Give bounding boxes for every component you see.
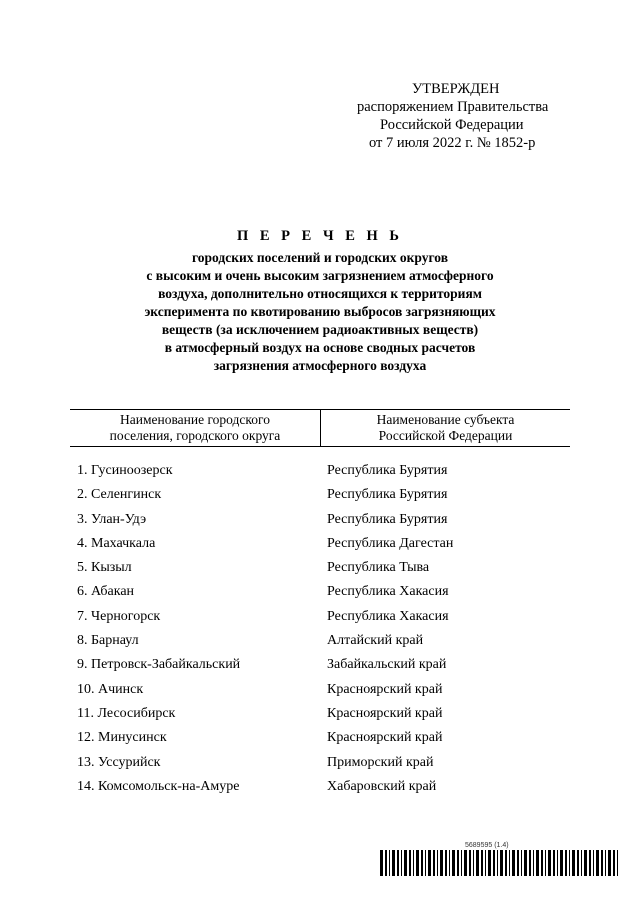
cell-city: 1. Гусиноозерск (77, 463, 173, 478)
table-row (70, 535, 570, 559)
table-row (70, 462, 570, 486)
cell-city: 13. Уссурийск (77, 754, 161, 770)
cell-region: Красноярский край (327, 681, 443, 697)
table-row (70, 511, 570, 535)
cell-city: 4. Махачкала (77, 535, 156, 551)
approval-line: Российской Федерации (380, 117, 524, 133)
cell-city: 11. Лесосибирск (77, 705, 176, 721)
header-region-name (321, 412, 570, 444)
subtitle-line: веществ (за исключением радиоактивных веществ) (161, 322, 479, 337)
cell-city: 10. Ачинск (77, 681, 144, 697)
barcode-icon (380, 850, 620, 876)
cell-city: 9. Петровск-Забайкальский (77, 657, 241, 673)
subtitle-line: эксперимента по квотированию выбросов загрязняющих (144, 304, 496, 319)
subtitle-line: городских поселений и городских округов (191, 250, 449, 265)
cell-city: 6. Абакан (77, 584, 135, 600)
settlements-table (70, 409, 570, 794)
subtitle-line: в атмосферный воздух на основе сводных расчетов (164, 340, 476, 355)
header-settlement-name (70, 412, 320, 444)
table-row (70, 729, 570, 753)
cell-city: 14. Комсомольск-на-Амуре (77, 778, 240, 794)
cell-region: Алтайский край (327, 633, 424, 649)
table-row (70, 583, 570, 607)
header-line: Наименование субъекта (376, 412, 515, 427)
document-subtitle (70, 249, 570, 375)
cell-region: Забайкальский край (327, 657, 447, 673)
header-line: Наименование городского (120, 412, 270, 427)
table-row (70, 681, 570, 705)
table-row (70, 632, 570, 656)
cell-region: Республика Бурятия (327, 511, 448, 527)
approval-heading: УТВЕРЖДЕН (412, 81, 500, 97)
cell-region: Красноярский край (327, 705, 443, 721)
cell-region: Республика Дагестан (327, 535, 454, 551)
header-line: поселения, городского округа (109, 428, 281, 443)
table-row (70, 656, 570, 680)
table-row (70, 559, 570, 583)
approval-line: распоряжением Правительства (357, 99, 549, 115)
cell-region: Республика Хакасия (327, 608, 449, 624)
approval-block (300, 80, 630, 152)
cell-region: Республика Бурятия (327, 487, 448, 503)
cell-region: Республика Тыва (327, 560, 430, 576)
cell-region: Республика Хакасия (327, 584, 449, 600)
cell-city: 2. Селенгинск (77, 487, 162, 503)
cell-city: 8. Барнаул (77, 633, 139, 649)
table-row (70, 778, 570, 802)
subtitle-line: воздуха, дополнительно относящихся к территориям (158, 286, 482, 301)
table-header (70, 409, 570, 447)
cell-region: Республика Бурятия (327, 463, 448, 478)
cell-region: Приморский край (327, 754, 434, 770)
cell-region: Красноярский край (327, 730, 443, 746)
table-row (70, 486, 570, 510)
table-row (70, 754, 570, 778)
subtitle-line: загрязнения атмосферного воздуха (213, 358, 427, 373)
cell-city: 5. Кызыл (77, 560, 132, 576)
cell-city: 12. Минусинск (77, 730, 167, 746)
table-row (70, 608, 570, 632)
document-title: П Е Р Е Ч Е Н Ь (236, 228, 404, 244)
table-row (70, 705, 570, 729)
approval-date-number: от 7 июля 2022 г. № 1852-р (369, 135, 536, 151)
cell-city: 7. Черногорск (77, 608, 161, 624)
cell-region: Хабаровский край (327, 778, 437, 794)
cell-city: 3. Улан-Удэ (77, 511, 147, 527)
table-body (70, 462, 570, 802)
subtitle-line: с высоким и очень высоким загрязнением атмосферного (146, 268, 494, 283)
barcode-number: 5689595 (1.4) (465, 842, 509, 849)
header-line: Российской Федерации (378, 428, 513, 443)
